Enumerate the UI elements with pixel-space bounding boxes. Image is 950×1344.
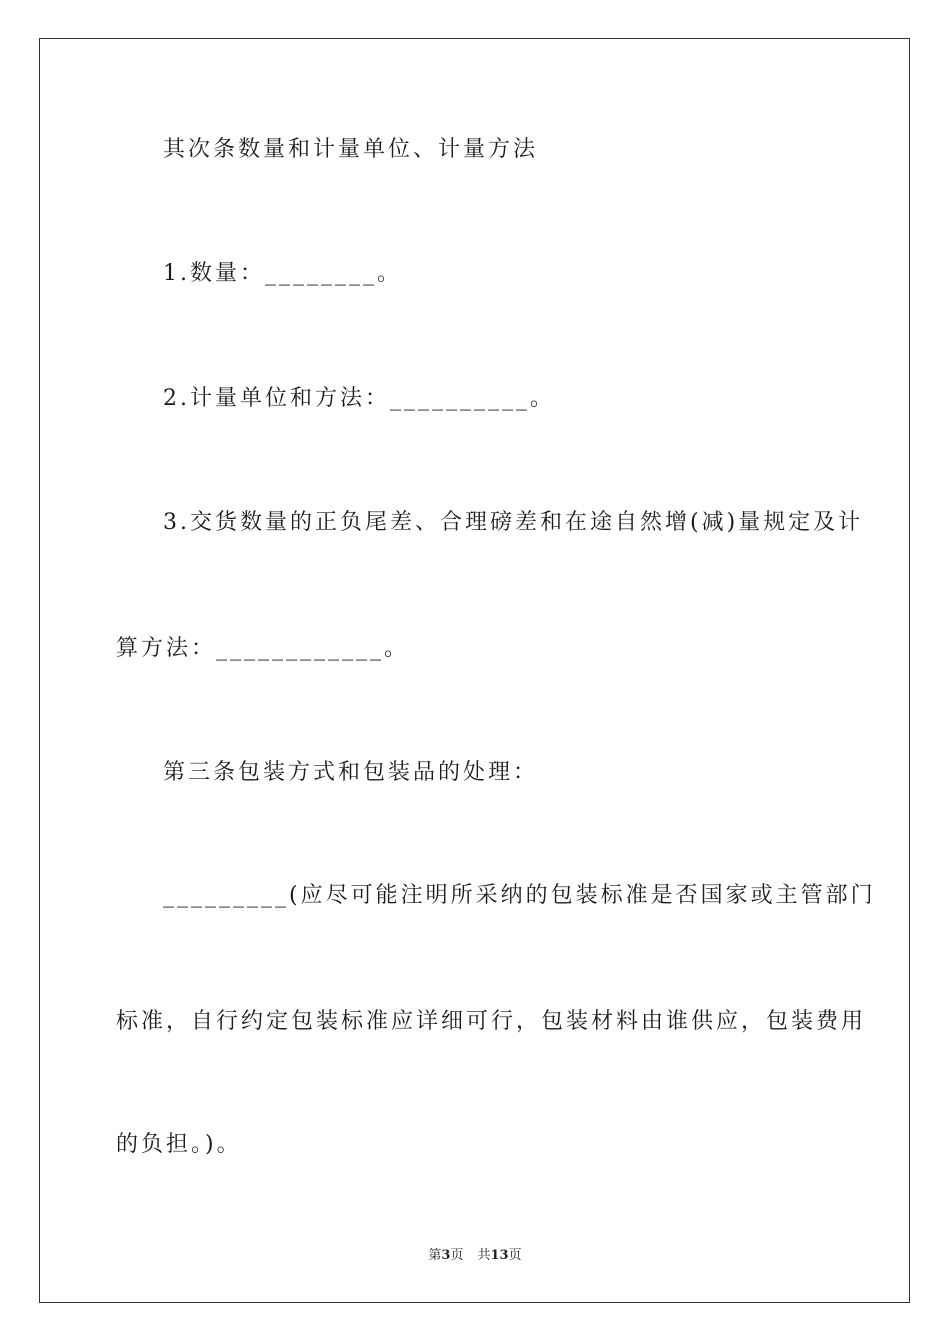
footer-page-suffix: 页 — [450, 1248, 464, 1263]
footer-page-number: 3 — [441, 1248, 451, 1263]
page-footer — [0, 1247, 950, 1265]
footer-total-suffix: 页 — [508, 1248, 522, 1263]
clause-packaging-line3: 的负担。)。 — [116, 1132, 242, 1157]
section-heading-packaging: 第三条包装方式和包装品的处理： — [163, 760, 539, 785]
clause-packaging-line2: 标准，自行约定包装标准应详细可行，包装材料由谁供应，包装费用 — [116, 1009, 867, 1034]
page-border — [39, 38, 910, 1303]
clause-quantity: 1.数量：________。 — [163, 261, 402, 286]
footer-total-pages: 13 — [490, 1248, 509, 1263]
clause-tolerance-line1: 3.交货数量的正负尾差、合理磅差和在途自然增(减)量规定及计 — [163, 510, 864, 535]
footer-page-prefix: 第 — [428, 1248, 442, 1263]
clause-tolerance-line2: 算方法：____________。 — [116, 636, 410, 661]
section-heading-quantity: 其次条数量和计量单位、计量方法 — [163, 137, 539, 162]
clause-unit-method: 2.计量单位和方法：__________。 — [163, 386, 555, 411]
clause-packaging-line1: _________(应尽可能注明所采纳的包装标准是否国家或主管部门 — [163, 883, 876, 908]
footer-total-prefix: 共 — [477, 1248, 491, 1263]
